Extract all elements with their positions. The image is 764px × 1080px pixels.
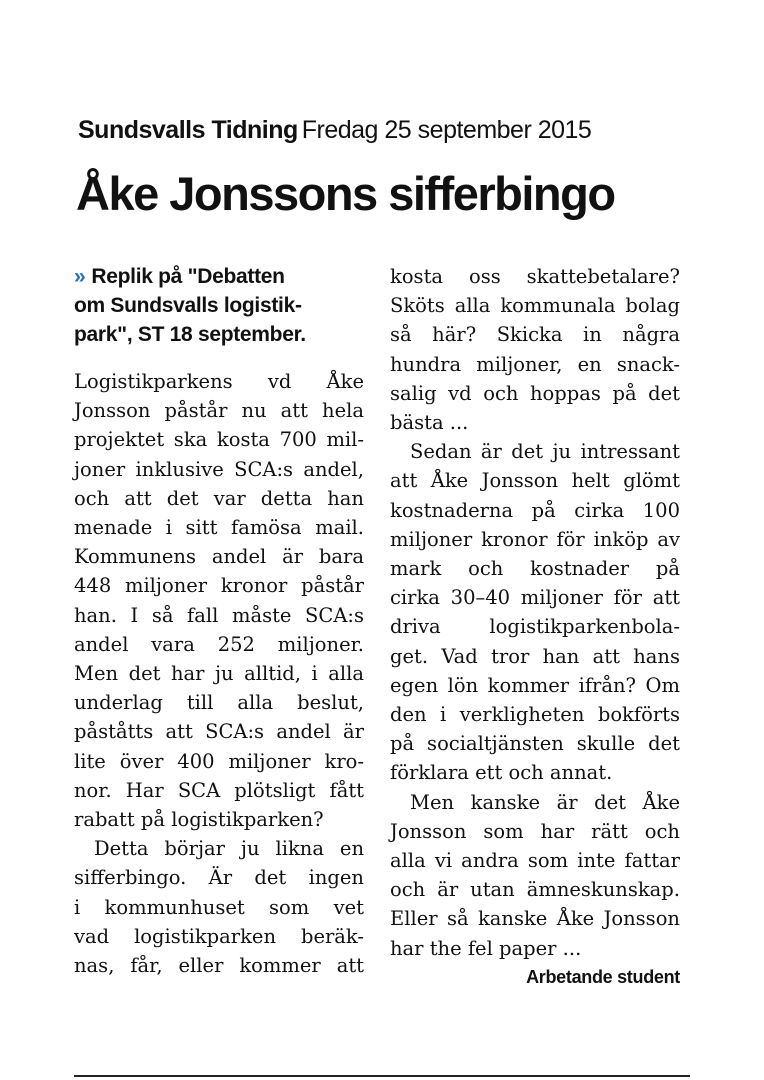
body-line: Detta börjar ju likna en bbox=[94, 837, 364, 861]
body-line: i kommunhuset som vet bbox=[74, 895, 364, 919]
body-line: att Åke Jonsson helt glömt bbox=[390, 469, 680, 493]
publication-date: Fredag 25 september 2015 bbox=[301, 116, 592, 144]
body-line: lite över 400 miljoner kro- bbox=[74, 749, 364, 773]
article-column-left bbox=[74, 262, 364, 980]
body-line: Men kanske är det Åke bbox=[410, 790, 680, 814]
body-paragraph bbox=[74, 367, 364, 834]
kicker bbox=[74, 262, 364, 349]
body-line: sifferbingo. Är det ingen bbox=[74, 866, 364, 890]
body-line: Sedan är det ju intressant bbox=[410, 440, 680, 464]
body-line: Jonsson som har rätt och bbox=[390, 819, 680, 843]
body-line: så här? Skicka in några bbox=[390, 323, 680, 347]
body-line: på socialtjänsten skulle det bbox=[390, 732, 680, 756]
body-line: kostnaderna på cirka 100 bbox=[390, 498, 680, 522]
body-line: han. I så fall måste SCA:s bbox=[74, 603, 364, 627]
body-line: projektet ska kosta 700 mil- bbox=[74, 428, 364, 452]
body-line: get. Vad tror han att hans bbox=[390, 644, 680, 668]
body-line: rabatt på logistikparken? bbox=[74, 808, 324, 832]
body-line: driva logistikparkenbola- bbox=[390, 615, 680, 639]
chevron-icon: » bbox=[74, 265, 86, 288]
body-line: mark och kostnader på bbox=[390, 557, 680, 581]
body-line: kosta oss skattebetalare? bbox=[390, 265, 680, 288]
body-line: förklara ett och annat. bbox=[390, 761, 613, 785]
kicker-line: om Sundsvalls logistik- bbox=[74, 294, 302, 317]
body-line: nor. Har SCA plötsligt fått bbox=[74, 778, 364, 802]
body-line: den i verkligheten bokförts bbox=[390, 703, 680, 727]
body-line: salig vd och hoppas på det bbox=[390, 381, 680, 405]
body-line: alla vi andra som inte fattar bbox=[390, 849, 680, 873]
body-line: vad logistikparken beräk- bbox=[74, 924, 364, 948]
body-line: Kommunens andel är bara bbox=[74, 545, 364, 569]
body-paragraph bbox=[74, 834, 364, 980]
body-line: andel vara 252 miljoner. bbox=[74, 632, 364, 656]
body-paragraph bbox=[390, 788, 680, 963]
body-line: har the fel paper ... bbox=[390, 936, 582, 960]
masthead bbox=[78, 116, 591, 145]
article-column-right bbox=[390, 262, 680, 991]
author-signature: Arbetande student bbox=[526, 966, 680, 987]
body-line: egen lön kommer ifrån? Om bbox=[390, 673, 680, 697]
body-line: nas, får, eller kommer att bbox=[74, 954, 364, 978]
body-line: underlag till alla beslut, bbox=[74, 691, 364, 715]
body-line: Eller så kanske Åke Jonsson bbox=[390, 907, 680, 931]
body-paragraph bbox=[390, 437, 680, 787]
body-line: menade i sitt famösa mail. bbox=[74, 516, 364, 540]
body-line: joner inklusive SCA:s andel, bbox=[74, 457, 364, 481]
body-line: cirka 30–40 miljoner för att bbox=[390, 586, 680, 610]
newspaper-name: Sundsvalls Tidning bbox=[78, 116, 298, 144]
body-line: bästa ... bbox=[390, 411, 469, 435]
kicker-line: park", ST 18 september. bbox=[74, 323, 306, 346]
bottom-divider bbox=[74, 1075, 690, 1077]
body-line: 448 miljoner kronor påstår bbox=[74, 574, 364, 598]
body-line: hundra miljoner, en snack- bbox=[390, 352, 680, 376]
kicker-line: Replik på "Debatten bbox=[91, 265, 285, 288]
body-line: påståtts att SCA:s andel är bbox=[74, 720, 364, 744]
body-line: och att det var detta han bbox=[74, 486, 364, 510]
body-paragraph bbox=[390, 262, 680, 437]
headline: Åke Jonssons sifferbingo bbox=[76, 167, 615, 220]
body-line: Sköts alla kommunala bolag bbox=[390, 294, 680, 318]
body-line: Logistikparkens vd Åke bbox=[74, 370, 364, 393]
body-line: Men det har ju alltid, i alla bbox=[74, 662, 364, 686]
body-line: och är utan ämneskunskap. bbox=[390, 878, 680, 902]
body-line: miljoner kronor för inköp av bbox=[390, 527, 680, 551]
body-line: Jonsson påstår nu att hela bbox=[74, 399, 364, 423]
